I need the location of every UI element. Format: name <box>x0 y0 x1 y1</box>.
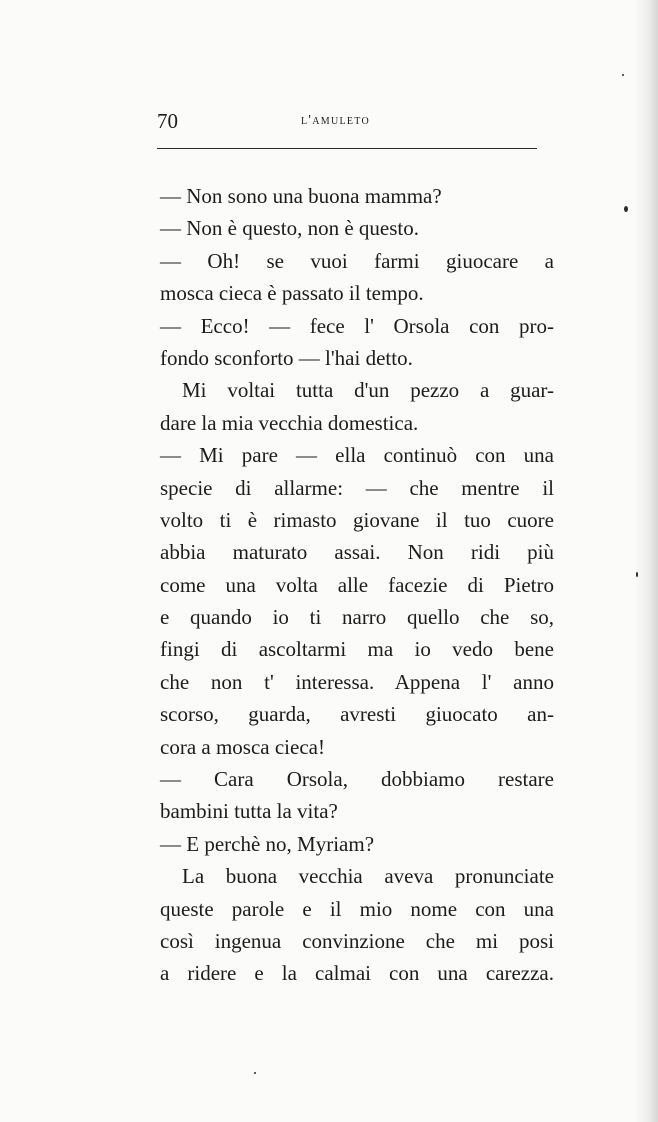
text-line: e quando io ti narro quello che so, <box>160 605 554 630</box>
ink-speck <box>254 1072 256 1074</box>
text-line: scorso, guarda, avresti giuocato an- <box>160 702 554 727</box>
page-number: 70 <box>157 109 178 133</box>
text-line: bambini tutta la vita? <box>160 799 338 824</box>
text-line: abbia maturato assai. Non ridi più <box>160 540 554 565</box>
text-line: mosca cieca è passato il tempo. <box>160 281 424 306</box>
text-line: — Cara Orsola, dobbiamo restare <box>160 767 554 792</box>
text-line: — Oh! se vuoi farmi giuocare a <box>160 248 554 273</box>
text-line: — Non sono una buona mamma? <box>160 184 442 208</box>
text-line: cora a mosca cieca! <box>160 734 325 759</box>
text-line: dare la mia vecchia domestica. <box>160 410 419 435</box>
text-line: — E perchè no, Myriam? <box>160 831 375 856</box>
text-line: così ingenua convinzione che mi posi <box>160 928 554 953</box>
binding-shadow <box>634 0 658 1122</box>
text-line: come una volta alle facezie di Pietro <box>160 572 554 597</box>
body-text <box>160 180 554 990</box>
ink-speck <box>636 572 638 577</box>
page-header <box>157 108 537 134</box>
ink-speck <box>624 206 628 212</box>
text-line: — Non è questo, non è questo. <box>160 216 419 241</box>
text-line: — Mi pare — ella continuò con una <box>160 443 554 468</box>
text-line: — Ecco! — fece l' Orsola con pro- <box>160 313 554 338</box>
text-line: volto ti è rimasto giovane il tuo cuore <box>160 507 554 532</box>
text-line: Mi voltai tutta d'un pezzo a guar- <box>182 378 554 403</box>
text-line: che non t' interessa. Appena l' anno <box>160 669 554 694</box>
text-line: fingi di ascoltarmi ma io vedo bene <box>160 637 554 662</box>
text-line: La buona vecchia aveva pronunciate <box>182 864 554 889</box>
text-line: a ridere e la calmai con una carezza. <box>160 961 554 986</box>
text-line: fondo sconforto — l'hai detto. <box>160 345 413 370</box>
ink-speck <box>622 74 624 76</box>
text-line: specie di allarme: — che mentre il <box>160 475 554 500</box>
text-line: queste parole e il mio nome con una <box>160 896 554 921</box>
running-title: l'amuleto <box>301 113 371 128</box>
header-rule <box>157 148 537 149</box>
